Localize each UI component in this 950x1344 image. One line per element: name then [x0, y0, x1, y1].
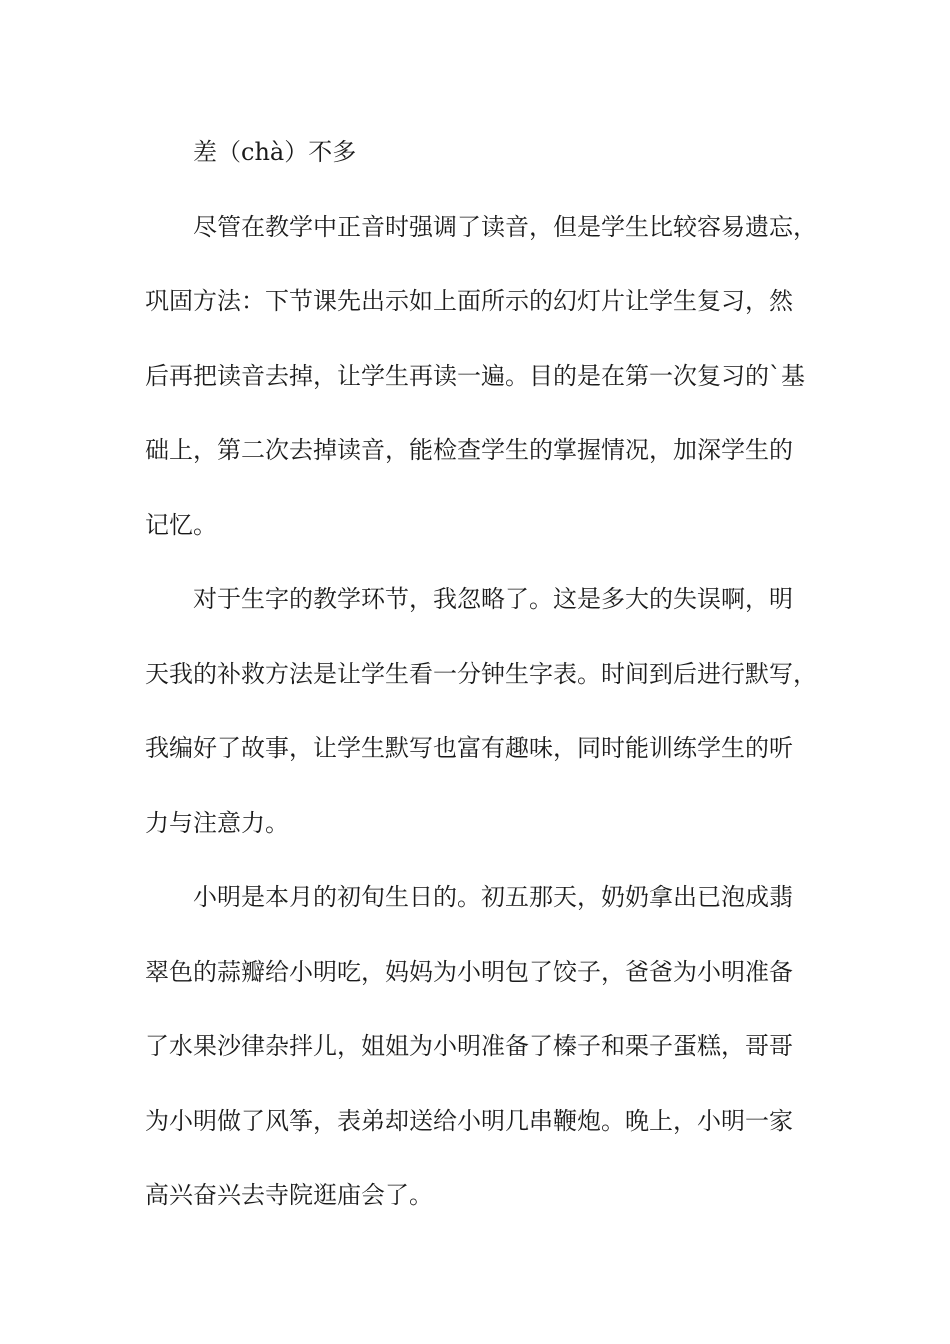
- text-line: 翠色的蒜瓣给小明吃，妈妈为小明包了饺子，爸爸为小明准备: [145, 957, 793, 986]
- paragraph-pronunciation-review: [145, 203, 825, 576]
- paragraph-story: [145, 873, 825, 1246]
- paragraph-new-characters: [145, 575, 825, 873]
- text-line: 差（chà）不多: [193, 138, 357, 166]
- text-line: 为小明做了风筝，表弟却送给小明几串鞭炮。晚上，小明一家: [145, 1106, 793, 1135]
- text-line: 天我的补救方法是让学生看一分钟生字表。时间到后进行默写，: [145, 659, 817, 688]
- text-line: 了水果沙律杂拌儿，姐姐为小明准备了榛子和栗子蛋糕，哥哥: [145, 1032, 793, 1060]
- document-body: [145, 128, 825, 1246]
- text-line: 后再把读音去掉，让学生再读一遍。目的是在第一次复习的`基: [145, 361, 805, 390]
- text-line: 础上，第二次去掉读音，能检查学生的掌握情况，加深学生的: [145, 436, 793, 464]
- text-line: 我编好了故事，让学生默写也富有趣味，同时能训练学生的听: [145, 734, 793, 762]
- text-line: 力与注意力。: [145, 808, 289, 837]
- paragraph-heading: [145, 128, 825, 203]
- text-line: 尽管在教学中正音时强调了读音，但是学生比较容易遗忘，: [193, 212, 817, 241]
- text-line: 对于生字的教学环节，我忽略了。这是多大的失误啊，明: [193, 585, 793, 613]
- text-line: 记忆。: [145, 510, 217, 539]
- text-line: 巩固方法：下节课先出示如上面所示的幻灯片让学生复习，然: [145, 287, 793, 315]
- text-line: 小明是本月的初旬生日的。初五那天，奶奶拿出已泡成翡: [193, 883, 793, 911]
- text-line: 高兴奋兴去寺院逛庙会了。: [145, 1181, 433, 1209]
